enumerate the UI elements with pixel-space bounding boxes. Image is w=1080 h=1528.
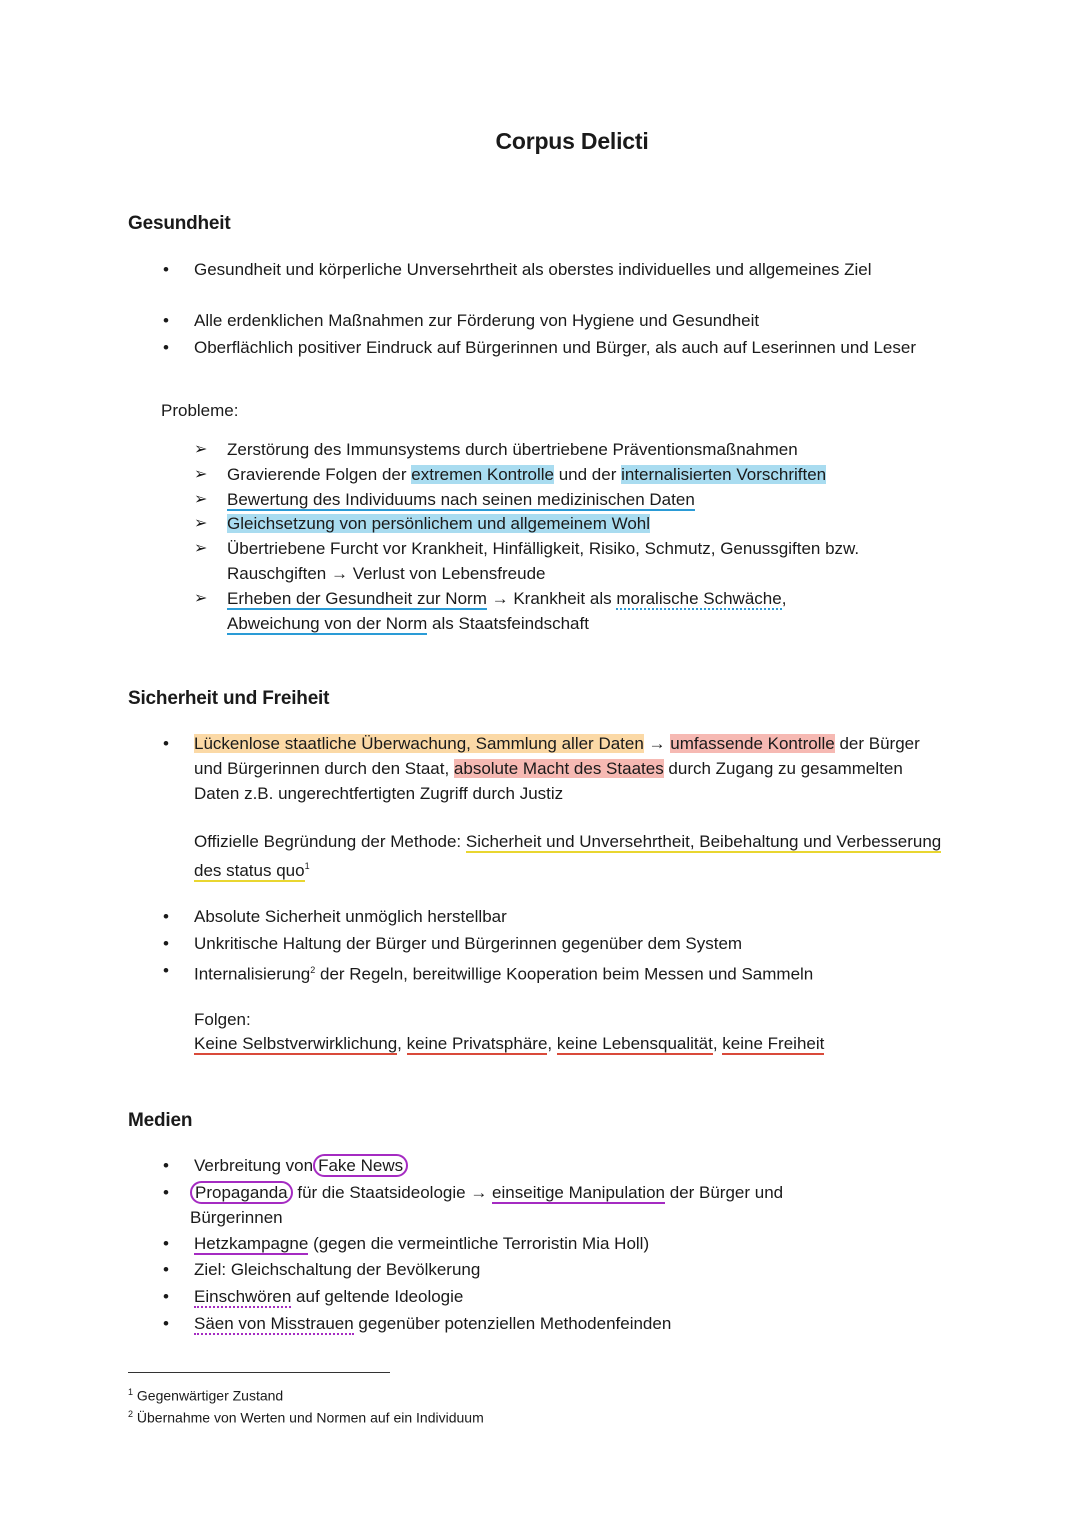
list-item: Propaganda für die Staatsideologie → einseitige Manipulation der Bürger und Bürgerinnen xyxy=(190,1183,784,1227)
bullet-icon: • xyxy=(163,734,169,753)
arrow-bullet-icon: ➢ xyxy=(194,466,208,483)
list-item: Zerstörung des Immunsystems durch übertriebene Präventionsmaßnahmen xyxy=(227,440,798,459)
highlight: absolute Macht des Staates xyxy=(453,759,664,778)
list-item: Einschwören auf geltende Ideologie xyxy=(194,1287,464,1306)
underline: Keine Selbstverwirklichung xyxy=(194,1034,398,1053)
list-item: Übertriebene Furcht vor Krankheit, Hinfälligkeit, Risiko, Schmutz, Genussgiften bzw. Rauschgiften → Verlust von Lebensfreude xyxy=(227,539,860,583)
list-item: Absolute Sicherheit unmöglich herstellbar xyxy=(194,907,507,926)
list-item: Internalisierung$^2$ der Regeln, bereitwillige Kooperation beim Messen und Sammeln xyxy=(194,964,814,984)
list-item: Erheben der Gesundheit zur Norm → Krankheit als moralische Schwäche, Abweichung von der Norm als Staatsfeindschaft xyxy=(227,589,787,633)
arrow-bullet-icon: ➢ xyxy=(194,590,208,607)
bullet-icon: • xyxy=(163,907,169,926)
bullet-icon: • xyxy=(163,1287,169,1306)
list-item: Unkritische Haltung der Bürger und Bürgerinnen gegenüber dem System xyxy=(194,934,743,953)
circled-text: Propaganda xyxy=(190,1181,293,1204)
footnote-mark: 2 xyxy=(310,965,316,975)
section-heading-medien: Medien xyxy=(128,1110,193,1131)
circled-text: Fake News xyxy=(313,1154,408,1177)
bullet-icon: • xyxy=(163,338,169,357)
folgen-list: Keine Selbstverwirklichung, keine Privatsphäre, keine Lebensqualität, keine Freiheit xyxy=(194,1034,825,1053)
footnote-mark: 1 xyxy=(304,861,310,871)
bullet-icon: • xyxy=(163,260,169,279)
list-item: Lückenlose staatliche Überwachung, Sammlung aller Daten → umfassende Kontrolle der Bürger und Bürgerinnen durch den Staat, absolute Macht des Staates durch Zugang zu gesammelten Daten z.B. ungerechtfertigten Zugriff durch Justiz xyxy=(194,734,920,803)
bullet-icon: • xyxy=(163,1183,169,1202)
underline: Sicherheit und Unversehrtheit, Beibehaltung und Verbesserung des status quo xyxy=(194,832,942,880)
footnote: $^2$ Übernahme von Werten und Normen auf ein Individuum xyxy=(128,1409,484,1426)
underline: Einschwören xyxy=(194,1287,292,1306)
footnote: $^1$ Gegenwärtiger Zustand xyxy=(128,1387,284,1404)
arrow-bullet-icon: ➢ xyxy=(194,441,208,458)
list-item xyxy=(227,487,950,512)
footnote-divider xyxy=(128,1372,390,1373)
highlight: extremen Kontrolle xyxy=(411,465,554,484)
underline: Erheben der Gesundheit zur Norm xyxy=(227,589,487,608)
list-item: Alle erdenklichen Maßnahmen zur Förderung von Hygiene und Gesundheit xyxy=(194,311,760,330)
bullet-icon: • xyxy=(163,1234,169,1253)
bullet-icon: • xyxy=(163,1260,169,1279)
arrow-bullet-icon: ➢ xyxy=(194,515,208,532)
list-item: Gravierende Folgen der extremen Kontrolle und der internalisierten Vorschriften xyxy=(227,465,827,484)
arrow-icon: → xyxy=(648,734,666,753)
highlight: Lückenlose staatliche Überwachung, Sammlung aller Daten xyxy=(194,734,644,753)
list-item: Verbreitung von Fake News xyxy=(194,1153,950,1178)
arrow-bullet-icon: ➢ xyxy=(194,540,208,557)
underline: Abweichung von der Norm xyxy=(227,614,428,633)
underline: Säen von Misstrauen xyxy=(194,1314,354,1333)
arrow-icon: → xyxy=(470,1183,488,1202)
highlight: umfassende Kontrolle xyxy=(670,734,835,753)
list-item: Gesundheit und körperliche Unversehrtheit als oberstes individuelles und allgemeines Ziel xyxy=(194,260,872,279)
list-item xyxy=(227,511,950,536)
arrow-icon: → xyxy=(330,564,348,583)
highlight: internalisierten Vorschriften xyxy=(621,465,827,484)
section-heading-sicherheit: Sicherheit und Freiheit xyxy=(128,688,330,709)
page-title: Corpus Delicti xyxy=(495,128,649,154)
underline: Hetzkampagne xyxy=(194,1234,309,1253)
underline: keine Lebensqualität xyxy=(556,1034,713,1053)
bullet-icon: • xyxy=(163,1156,169,1175)
bullet-icon: • xyxy=(163,934,169,953)
arrow-icon: → xyxy=(491,589,509,608)
highlight: Gleichsetzung von persönlichem und allgemeinem Wohl xyxy=(227,514,651,533)
underline: moralische Schwäche xyxy=(616,589,782,608)
list-item: Oberflächlich positiver Eindruck auf Bürgerinnen und Bürger, als auch auf Leserinnen und Leser xyxy=(194,338,916,357)
list-item: Säen von Misstrauen gegenüber potenziellen Methodenfeinden xyxy=(194,1314,672,1333)
folgen-label: Folgen: xyxy=(194,1010,251,1029)
bullet-icon: • xyxy=(163,1314,169,1333)
bullet-icon: • xyxy=(163,311,169,330)
underline: keine Freiheit xyxy=(722,1034,825,1053)
underline: einseitige Manipulation xyxy=(492,1183,665,1202)
bullet-icon: • xyxy=(163,961,169,980)
section-heading-gesundheit: Gesundheit xyxy=(128,213,231,234)
probleme-label: Probleme: xyxy=(161,401,239,420)
arrow-bullet-icon: ➢ xyxy=(194,491,208,508)
list-item: Ziel: Gleichschaltung der Bevölkerung xyxy=(194,1260,481,1279)
underline: Bewertung des Individuums nach seinen medizinischen Daten xyxy=(227,490,695,509)
begruendung: Offizielle Begründung der Methode: Sicherheit und Unversehrtheit, Beibehaltung und Verbesserung des status quo$^1$ xyxy=(194,832,942,880)
underline: keine Privatsphäre xyxy=(406,1034,548,1053)
list-item: Hetzkampagne (gegen die vermeintliche Terroristin Mia Holl) xyxy=(194,1234,650,1253)
